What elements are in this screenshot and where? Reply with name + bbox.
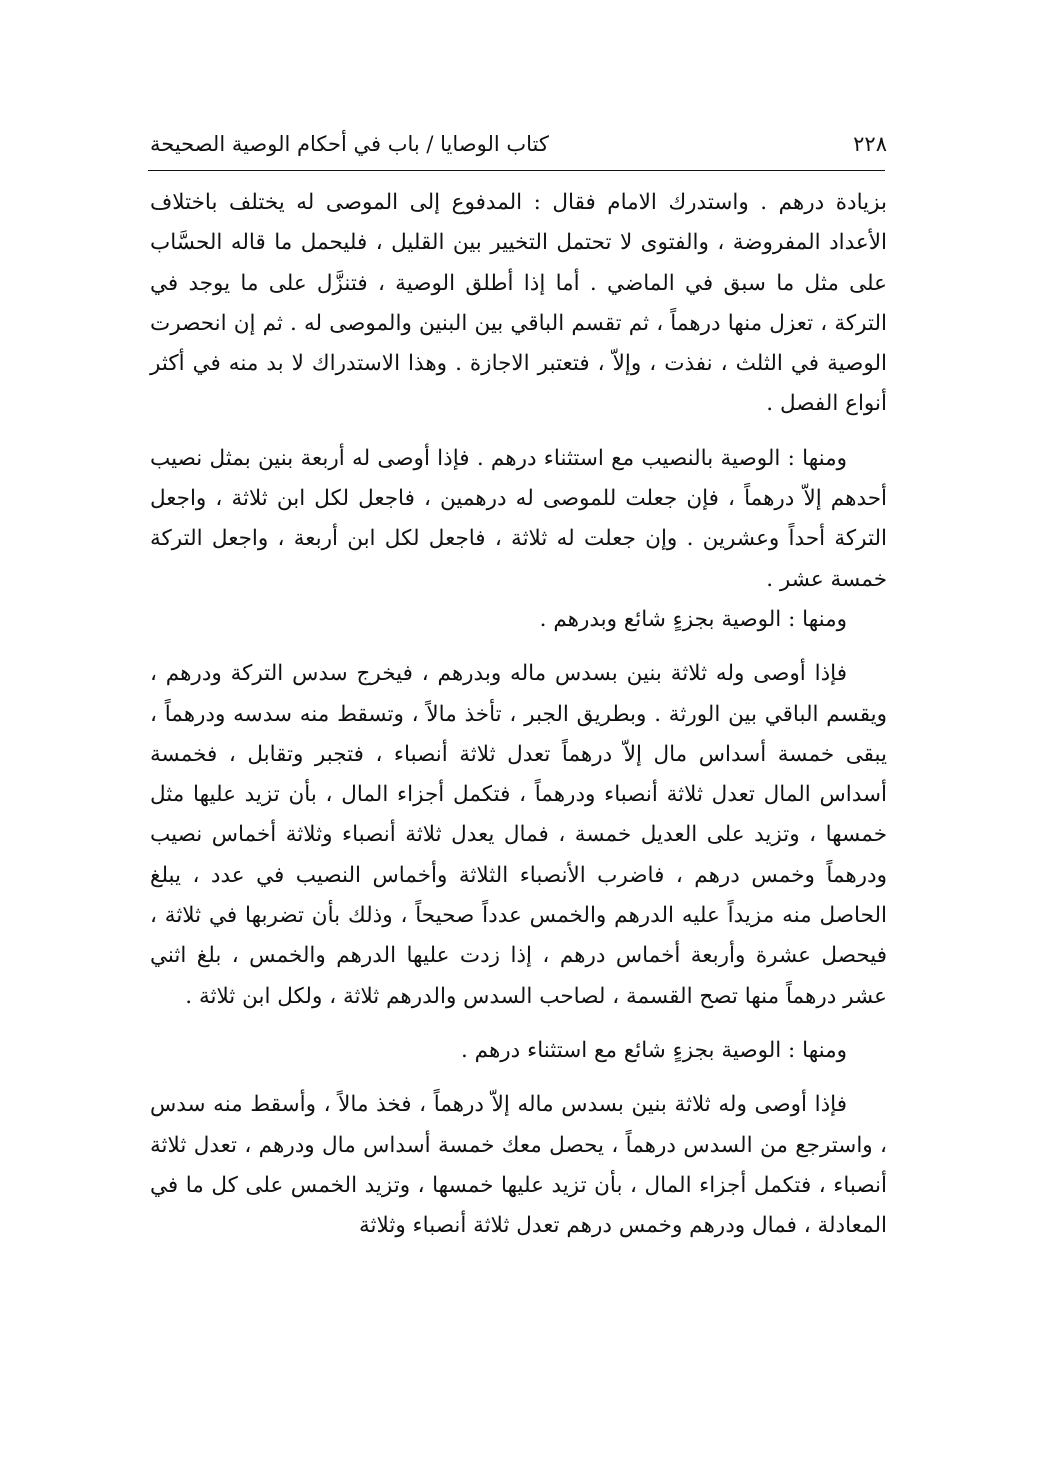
section-heading-share-and-dirham: ومنها : الوصية بجزءٍ شائع وبدرهم . [539, 606, 847, 632]
paragraph-share-and-dirham: فإذا أوصى وله ثلاثة بنين بسدس ماله وبدرهم ، فيخرج سدس التركة ودرهم ، ويقسم الباقي بين الورثة . وبطريق الجبر ، تأخذ مالاً ، وتسقط منه سدسه ودرهماً ، يبقى خمسة أسداس مال إلاّ درهماً تعدل ثلاثة أنصباء ، فتجبر وتقابل ، فخمسة أسداس المال تعدل ثلاثة أنصباء ودرهماً ، فتكمل أجزاء المال ، بأن تزيد عليها مثل خمسها ، وتزيد على العديل خمسة ، فمال يعدل ثلاثة أنصباء وثلاثة أخماس نصيب ودرهماً وخمس درهم ، فاضرب الأنصباء الثلاثة وأخماس النصيب في عدد ، يبلغ الحاصل منه مزيداً عليه الدرهم والخمس عدداً صحيحاً ، وذلك بأن تضربها في ثلاثة ، فيحصل عشرة وأربعة أخماس درهم ، إذا زدت عليها الدرهم والخمس ، بلغ اثني عشر درهماً منها تصح القسمة ، لصاحب السدس والدرهم ثلاثة ، ولكل ابن ثلاثة . [150, 661, 887, 1009]
page-number: ٢٢٨ [853, 132, 887, 156]
paragraph-continuation: بزيادة درهم . واستدرك الامام فقال : المدفوع إلى الموصى له يختلف باختلاف الأعداد المفروضة ، والفتوى لا تحتمل التخيير بين القليل ، فليحمل ما قاله الحسَّاب على مثل ما سبق في الماضي . أما إذا أطلق الوصية ، فتنزَّل على ما يوجد في التركة ، تعزل منها درهماً ، ثم تقسم الباقي بين البنين والموصى له . ثم إن انحصرت الوصية في الثلث ، نفذت ، وإلاّ ، فتعتبر الاجازة . وهذا الاستدراك لا بد منه في أكثر أنواع الفصل . [150, 190, 887, 417]
paragraph-nasib-exception: ومنها : الوصية بالنصيب مع استثناء درهم . فإذا أوصى له أربعة بنين بمثل نصيب أحدهم إلاّ درهماً ، فإن جعلت للموصى له درهمين ، فاجعل لكل ابن ثلاثة ، واجعل التركة أحداً وعشرين . وإن جعلت له ثلاثة ، فاجعل لكل ابن أربعة ، واجعل التركة خمسة عشر . [150, 445, 887, 592]
running-title: كتاب الوصايا / باب في أحكام الوصية الصحيحة [150, 132, 549, 156]
page-body [150, 183, 887, 1246]
section-heading-share-minus-dirham: ومنها : الوصية بجزءٍ شائع مع استثناء درهم . [460, 1037, 847, 1063]
running-header [150, 126, 887, 162]
paragraph-share-minus-dirham: فإذا أوصى وله ثلاثة بنين بسدس ماله إلاّ درهماً ، فخذ مالاً ، وأسقط منه سدس ، واسترجع من السدس درهماً ، يحصل معك خمسة أسداس مال ودرهم ، تعدل ثلاثة أنصباء ، فتكمل أجزاء المال ، بأن تزيد عليها خمسها ، وتزيد الخمس على كل ما في المعادلة ، فمال ودرهم وخمس درهم تعدل ثلاثة أنصباء وثلاثة [150, 1092, 887, 1239]
header-rule [148, 170, 885, 171]
